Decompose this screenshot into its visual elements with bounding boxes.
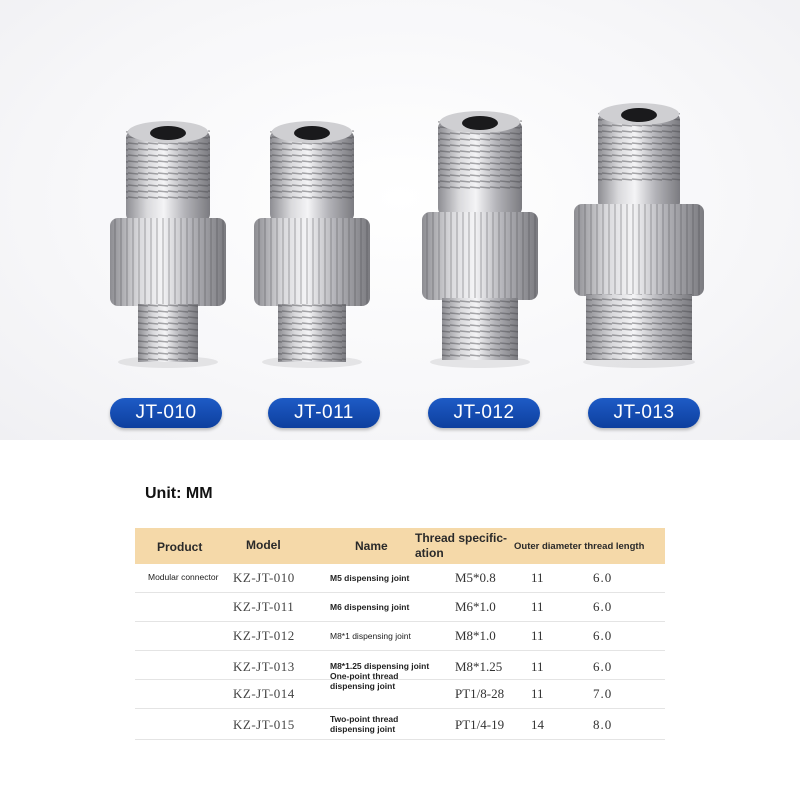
- table-row: [135, 622, 665, 651]
- cell-name: M6 dispensing joint: [330, 602, 410, 612]
- product-image-jt-011: [252, 100, 372, 370]
- header-thread-line2: ation: [415, 546, 444, 560]
- table-row: [135, 709, 665, 740]
- cell-thread-length: 8.0: [593, 717, 613, 732]
- cell-thread: PT1/4-19: [455, 717, 505, 732]
- model-badge-jt-010: JT-010: [110, 398, 222, 428]
- table-header: [135, 528, 665, 564]
- cell-model: KZ-JT-011: [233, 599, 295, 614]
- cell-thread-length: 6.0: [593, 659, 613, 674]
- cell-thread: M8*1.25: [455, 659, 503, 674]
- cell-model: KZ-JT-013: [233, 659, 295, 674]
- cell-model: KZ-JT-010: [233, 570, 295, 585]
- table-row: [135, 564, 665, 593]
- unit-label: Unit: MM: [145, 485, 213, 502]
- cell-model: KZ-JT-014: [233, 686, 295, 701]
- product-image-jt-013: [572, 82, 706, 372]
- product-image-jt-010: [108, 100, 228, 370]
- model-badge-jt-011: JT-011: [268, 398, 380, 428]
- cell-thread: M5*0.8: [455, 570, 496, 585]
- header-name: Name: [355, 539, 388, 553]
- header-thread-line1: Thread specific-: [415, 531, 508, 545]
- model-badge-jt-012: JT-012: [428, 398, 540, 428]
- product-image-jt-012: [420, 90, 540, 370]
- header-product: Product: [157, 540, 203, 554]
- cell-product: Modular connector: [148, 572, 219, 582]
- cell-name: M5 dispensing joint: [330, 573, 410, 583]
- cell-outer-diameter: 14: [531, 717, 544, 732]
- cell-outer-diameter: 11: [531, 659, 544, 674]
- cell-outer-diameter: 11: [531, 570, 544, 585]
- cell-name: Two-point thread dispensing joint: [330, 714, 399, 734]
- cell-model: KZ-JT-012: [233, 628, 295, 643]
- header-model: Model: [246, 538, 281, 552]
- cell-outer-diameter: 11: [531, 628, 544, 643]
- cell-thread-length: 6.0: [593, 628, 613, 643]
- cell-thread-length: 6.0: [593, 570, 613, 585]
- cell-name: M8*1.25 dispensing joint One-point thread dispensing joint: [330, 661, 430, 691]
- cell-thread-length: 6.0: [593, 599, 613, 614]
- cell-thread-length: 7.0: [593, 686, 613, 701]
- cell-outer-diameter: 11: [531, 599, 544, 614]
- cell-model: KZ-JT-015: [233, 717, 295, 732]
- header-od-tl: Outer diameter thread length: [514, 541, 645, 552]
- cell-thread: M6*1.0: [455, 599, 496, 614]
- cell-outer-diameter: 11: [531, 686, 544, 701]
- cell-thread: M8*1.0: [455, 628, 496, 643]
- spec-table: [135, 528, 665, 740]
- model-badge-jt-013: JT-013: [588, 398, 700, 428]
- cell-thread: PT1/8-28: [455, 686, 505, 701]
- cell-name: M8*1 dispensing joint: [330, 631, 411, 641]
- table-row: [135, 651, 665, 691]
- table-row: [135, 593, 665, 622]
